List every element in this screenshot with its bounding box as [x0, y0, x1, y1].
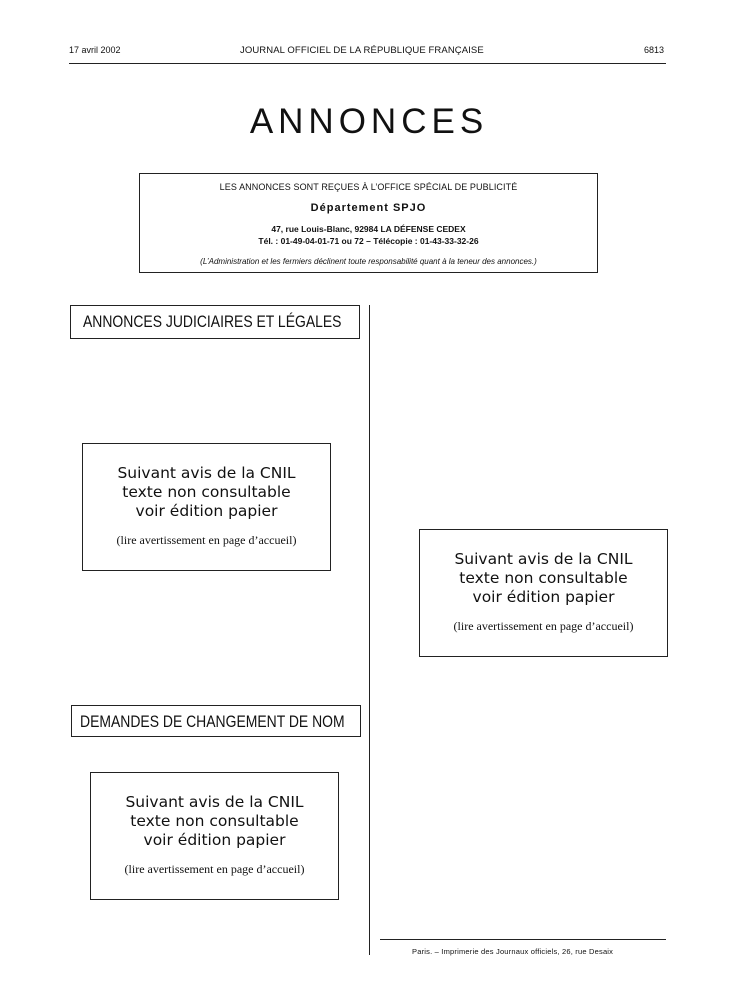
info-address: 47, rue Louis-Blanc, 92984 LA DÉFENSE CEDEX: [271, 224, 466, 234]
info-phone: Tél. : 01-49-04-01-71 ou 72 – Télécopie : 01-43-33-32-26: [258, 236, 479, 246]
footer-imprint: Paris. – Imprimerie des Journaux officiels, 26, rue Desaix: [412, 947, 614, 956]
section-heading-name-change: [71, 705, 361, 737]
header-date: 17 avril 2002: [69, 45, 121, 55]
section-heading-judicial-text: ANNONCES JUDICIAIRES ET LÉGALES: [83, 312, 342, 331]
info-disclaimer: (L’Administration et les fermiers déclinent toute responsabilité quant à la teneur des annonces.): [200, 257, 537, 266]
section-heading-judicial: [70, 305, 360, 339]
cnil-line-2: texte non consultable: [459, 569, 628, 587]
page-title: ANNONCES: [249, 102, 489, 141]
cnil-line-3: voir édition papier: [143, 831, 286, 849]
info-department: Département SPJO: [310, 202, 427, 214]
cnil-notice-box: [82, 443, 331, 571]
cnil-note: (lire avertissement en page d’accueil): [116, 533, 297, 547]
cnil-line-2: texte non consultable: [130, 812, 299, 830]
column-divider: [369, 305, 370, 955]
publicity-info-box: [139, 173, 598, 273]
journal-title: JOURNAL OFFICIEL DE LA RÉPUBLIQUE FRANÇAISE: [240, 45, 484, 56]
cnil-line-3: voir édition papier: [135, 502, 278, 520]
section-heading-name-change-text: DEMANDES DE CHANGEMENT DE NOM: [80, 712, 345, 731]
cnil-line-1: Suivant avis de la CNIL: [117, 464, 296, 482]
footer-divider: [380, 939, 666, 940]
cnil-note: (lire avertissement en page d’accueil): [124, 862, 305, 876]
cnil-notice-box: [90, 772, 339, 900]
header-divider: [69, 63, 666, 64]
cnil-line-1: Suivant avis de la CNIL: [125, 793, 304, 811]
cnil-line-2: texte non consultable: [122, 483, 291, 501]
page-number: 6813: [644, 45, 665, 55]
cnil-line-3: voir édition papier: [472, 588, 615, 606]
cnil-line-1: Suivant avis de la CNIL: [454, 550, 633, 568]
cnil-notice-box: [419, 529, 668, 657]
cnil-note: (lire avertissement en page d’accueil): [453, 619, 634, 633]
info-line-receipt: LES ANNONCES SONT REÇUES À L’OFFICE SPÉCIAL DE PUBLICITÉ: [219, 182, 518, 192]
